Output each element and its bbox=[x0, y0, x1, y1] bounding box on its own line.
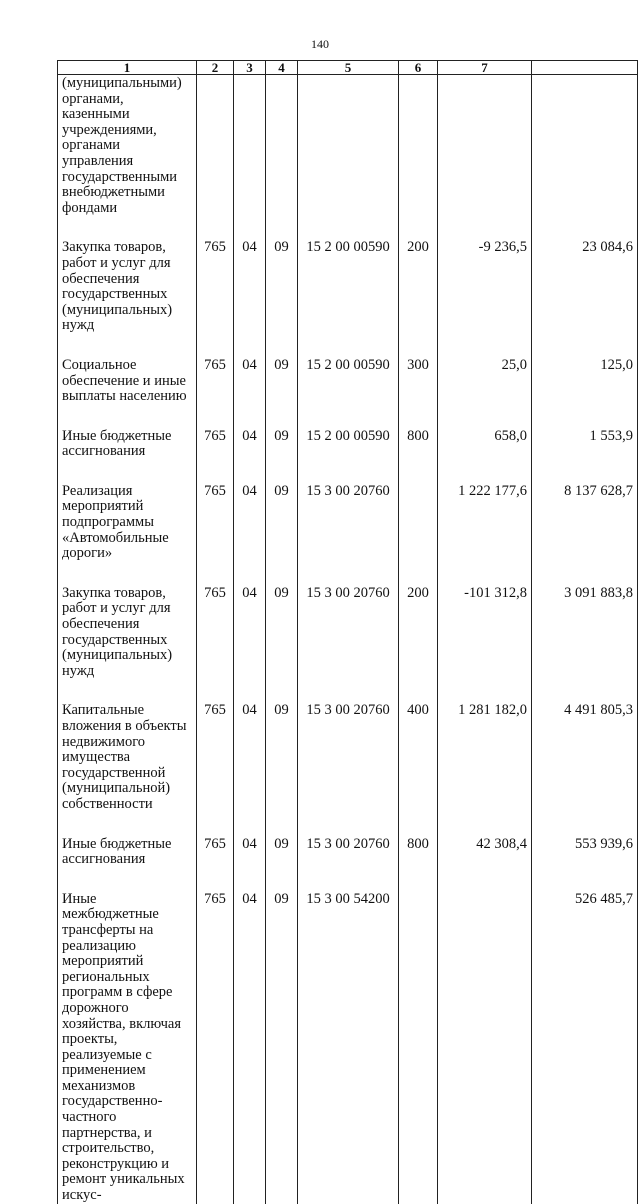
ministry-code-cell: 765 bbox=[197, 240, 234, 358]
target-article-cell: 15 3 00 20760 bbox=[298, 586, 399, 704]
budget-table bbox=[57, 60, 638, 1204]
table-header-row bbox=[58, 61, 638, 75]
amount-change-cell: -9 236,5 bbox=[438, 240, 532, 358]
row-name-cell: Иные бюджетные ассигнования bbox=[58, 837, 197, 892]
target-article-cell: 15 2 00 00590 bbox=[298, 358, 399, 429]
expense-type-cell bbox=[399, 75, 438, 241]
table-row bbox=[58, 586, 638, 704]
row-name-cell: Иные бюджетные ассигнования bbox=[58, 429, 197, 484]
section-code-cell: 04 bbox=[234, 240, 266, 358]
target-article-cell: 15 2 00 00590 bbox=[298, 240, 399, 358]
section-code-cell: 04 bbox=[234, 358, 266, 429]
table-row bbox=[58, 837, 638, 892]
table-row bbox=[58, 703, 638, 836]
amount-change-cell: 1 222 177,6 bbox=[438, 484, 532, 586]
section-code-cell: 04 bbox=[234, 703, 266, 836]
section-code-cell: 04 bbox=[234, 837, 266, 892]
ministry-code-cell: 765 bbox=[197, 429, 234, 484]
target-article-cell: 15 3 00 20760 bbox=[298, 703, 399, 836]
amount-change-cell bbox=[438, 75, 532, 241]
amount-total-cell: 553 939,6 bbox=[532, 837, 638, 892]
table-row bbox=[58, 358, 638, 429]
amount-change-cell: 658,0 bbox=[438, 429, 532, 484]
subsection-code-cell: 09 bbox=[266, 586, 298, 704]
amount-change-cell: 42 308,4 bbox=[438, 837, 532, 892]
section-code-cell: 04 bbox=[234, 586, 266, 704]
amount-total-cell: 4 491 805,3 bbox=[532, 703, 638, 836]
subsection-code-cell: 09 bbox=[266, 837, 298, 892]
amount-change-cell: 25,0 bbox=[438, 358, 532, 429]
page-number: 140 bbox=[311, 37, 329, 51]
amount-total-cell: 23 084,6 bbox=[532, 240, 638, 358]
column-header: 3 bbox=[234, 61, 266, 75]
subsection-code-cell: 09 bbox=[266, 429, 298, 484]
amount-change-cell bbox=[438, 892, 532, 1204]
ministry-code-cell: 765 bbox=[197, 484, 234, 586]
subsection-code-cell: 09 bbox=[266, 240, 298, 358]
target-article-cell: 15 3 00 54200 bbox=[298, 892, 399, 1204]
subsection-code-cell: 09 bbox=[266, 484, 298, 586]
table-row bbox=[58, 429, 638, 484]
row-name-cell: Социальное обеспечение и иные выплаты населению bbox=[58, 358, 197, 429]
expense-type-cell bbox=[399, 892, 438, 1204]
expense-type-cell: 800 bbox=[399, 837, 438, 892]
table-row bbox=[58, 484, 638, 586]
ministry-code-cell: 765 bbox=[197, 358, 234, 429]
target-article-cell bbox=[298, 75, 399, 241]
target-article-cell: 15 3 00 20760 bbox=[298, 837, 399, 892]
amount-total-cell: 3 091 883,8 bbox=[532, 586, 638, 704]
subsection-code-cell: 09 bbox=[266, 358, 298, 429]
ministry-code-cell bbox=[197, 75, 234, 241]
section-code-cell bbox=[234, 75, 266, 241]
ministry-code-cell: 765 bbox=[197, 837, 234, 892]
column-header: 6 bbox=[399, 61, 438, 75]
expense-type-cell: 800 bbox=[399, 429, 438, 484]
row-name-cell: Реализация мероприятий подпрограммы «Автомобильные дороги» bbox=[58, 484, 197, 586]
expense-type-cell: 200 bbox=[399, 586, 438, 704]
row-name-cell: Закупка товаров, работ и услуг для обеспечения государственных (муниципальных) нужд bbox=[58, 240, 197, 358]
subsection-code-cell: 09 bbox=[266, 892, 298, 1204]
amount-total-cell: 8 137 628,7 bbox=[532, 484, 638, 586]
target-article-cell: 15 3 00 20760 bbox=[298, 484, 399, 586]
row-name-cell: Капитальные вложения в объекты недвижимого имущества государственной (муниципальной) собственности bbox=[58, 703, 197, 836]
section-code-cell: 04 bbox=[234, 484, 266, 586]
expense-type-cell: 400 bbox=[399, 703, 438, 836]
expense-type-cell: 200 bbox=[399, 240, 438, 358]
table-row bbox=[58, 75, 638, 241]
subsection-code-cell: 09 bbox=[266, 703, 298, 836]
target-article-cell: 15 2 00 00590 bbox=[298, 429, 399, 484]
expense-type-cell: 300 bbox=[399, 358, 438, 429]
column-header: 1 bbox=[58, 61, 197, 75]
amount-total-cell: 526 485,7 bbox=[532, 892, 638, 1204]
section-code-cell: 04 bbox=[234, 892, 266, 1204]
row-name-cell: Иные межбюджетные трансферты на реализацию мероприятий региональных программ в сфере дорожного хозяйства, включая проекты, реализуемые с применением механизмов государственно-частного партнерства, и строительство, реконструкцию и ремонт уникальных искус- bbox=[58, 892, 197, 1204]
column-header: 4 bbox=[266, 61, 298, 75]
amount-change-cell: 1 281 182,0 bbox=[438, 703, 532, 836]
amount-total-cell bbox=[532, 75, 638, 241]
section-code-cell: 04 bbox=[234, 429, 266, 484]
row-name-cell: (муниципальными) органами, казенными учреждениями, органами управления государственными внебюджетными фондами bbox=[58, 75, 197, 241]
table-row bbox=[58, 892, 638, 1204]
subsection-code-cell bbox=[266, 75, 298, 241]
column-header: 2 bbox=[197, 61, 234, 75]
column-header: 7 bbox=[438, 61, 532, 75]
column-header: 5 bbox=[298, 61, 399, 75]
ministry-code-cell: 765 bbox=[197, 892, 234, 1204]
column-header bbox=[532, 61, 638, 75]
expense-type-cell bbox=[399, 484, 438, 586]
table-row bbox=[58, 240, 638, 358]
ministry-code-cell: 765 bbox=[197, 703, 234, 836]
amount-change-cell: -101 312,8 bbox=[438, 586, 532, 704]
amount-total-cell: 1 553,9 bbox=[532, 429, 638, 484]
amount-total-cell: 125,0 bbox=[532, 358, 638, 429]
row-name-cell: Закупка товаров, работ и услуг для обеспечения государственных (муниципальных) нужд bbox=[58, 586, 197, 704]
ministry-code-cell: 765 bbox=[197, 586, 234, 704]
